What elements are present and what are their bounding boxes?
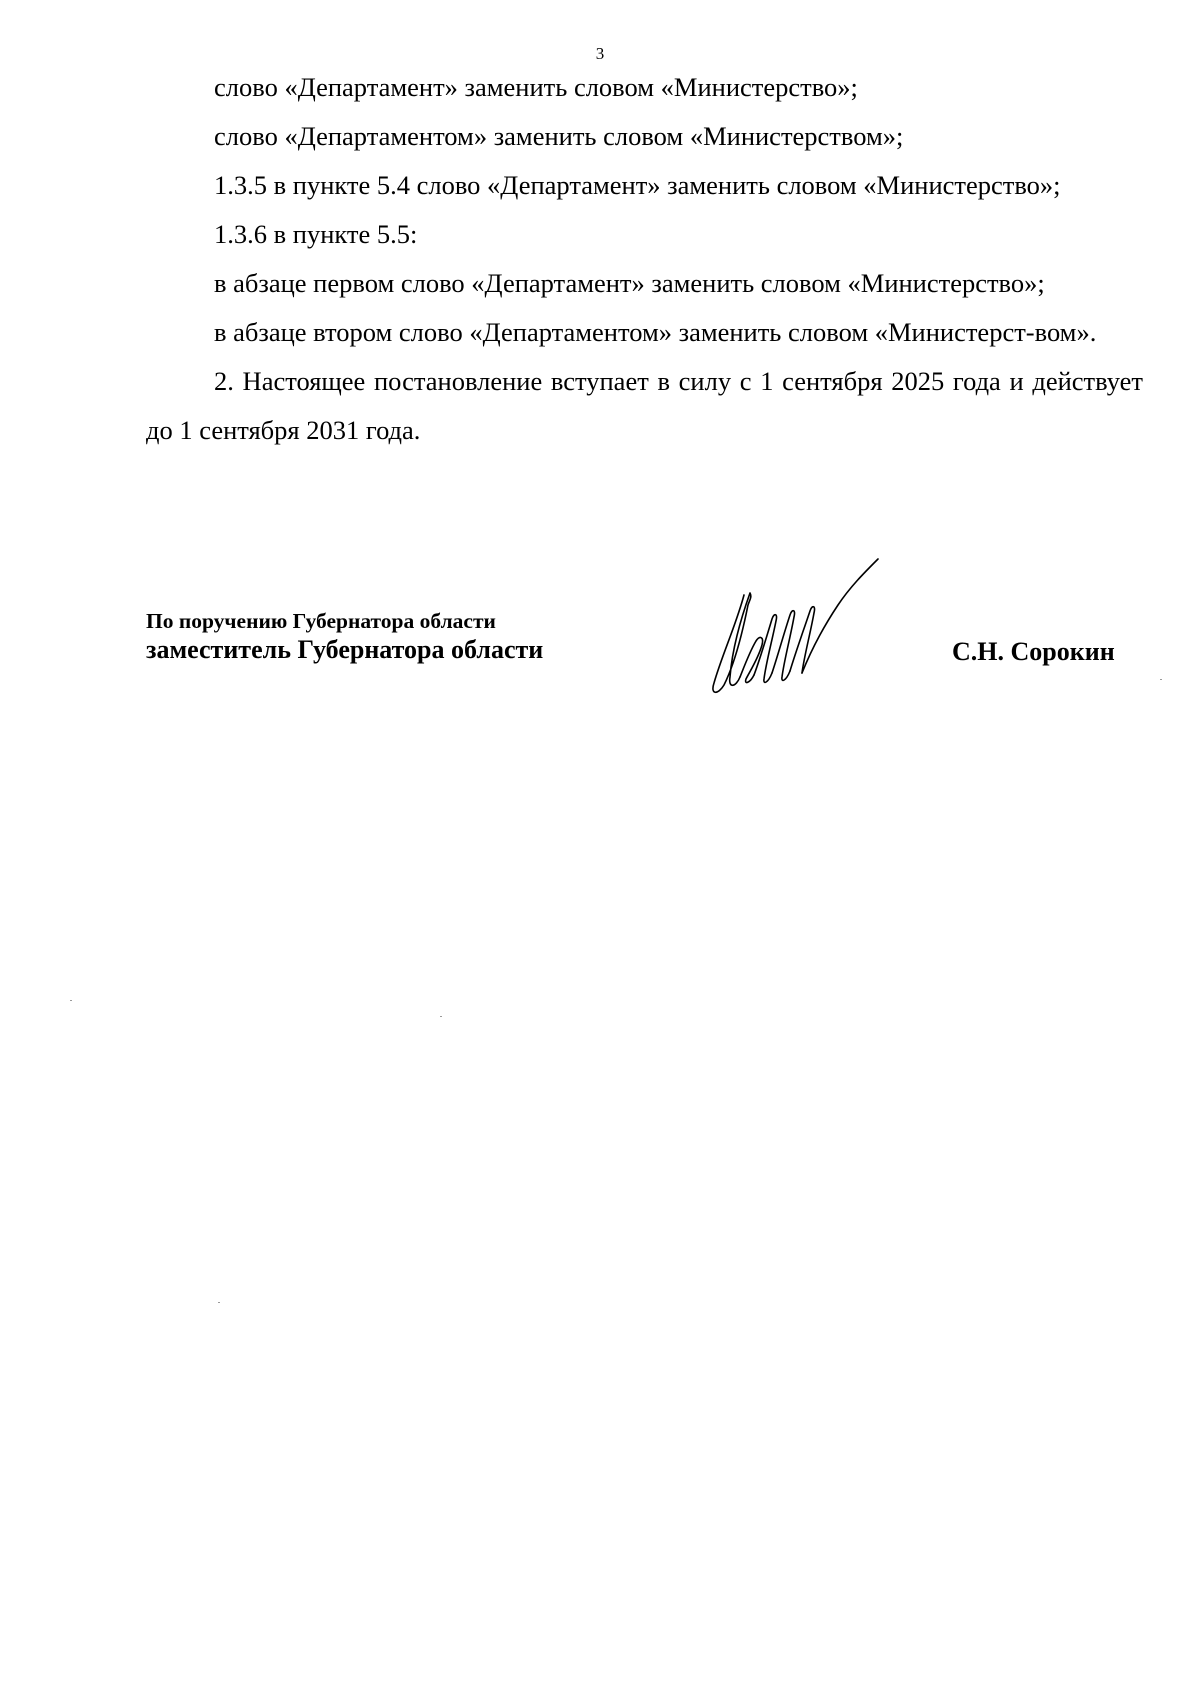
signatory-title	[146, 608, 543, 666]
paragraph: 1.3.5 в пункте 5.4 слово «Департамент» заменить словом «Министерство»;	[214, 170, 1061, 200]
handwritten-signature	[700, 555, 895, 705]
signatory-line2: заместитель Губернатора области	[146, 635, 544, 664]
scan-speck	[1160, 679, 1162, 680]
document-body	[146, 63, 1143, 455]
paragraph: в абзаце втором слово «Департаментом» заменить словом «Министерст-вом».	[214, 317, 1097, 347]
paragraph: слово «Департамент» заменить словом «Министерство»;	[214, 72, 858, 102]
paragraph: 1.3.6 в пункте 5.5:	[214, 219, 418, 249]
scan-speck	[70, 1000, 72, 1001]
signatory-name: С.Н. Сорокин	[952, 637, 1115, 666]
paragraph: 2. Настоящее постановление вступает в силу с 1 сентября 2025 года и действует до 1 сентября 2031 года.	[146, 366, 1143, 445]
scan-speck	[440, 1016, 442, 1017]
signatory-line1: По поручению Губернатора области	[146, 609, 496, 633]
scan-speck	[218, 1302, 220, 1303]
paragraph: слово «Департаментом» заменить словом «Министерством»;	[214, 121, 904, 151]
paragraph: в абзаце первом слово «Департамент» заменить словом «Министерство»;	[214, 268, 1045, 298]
page-number: 3	[595, 44, 605, 63]
